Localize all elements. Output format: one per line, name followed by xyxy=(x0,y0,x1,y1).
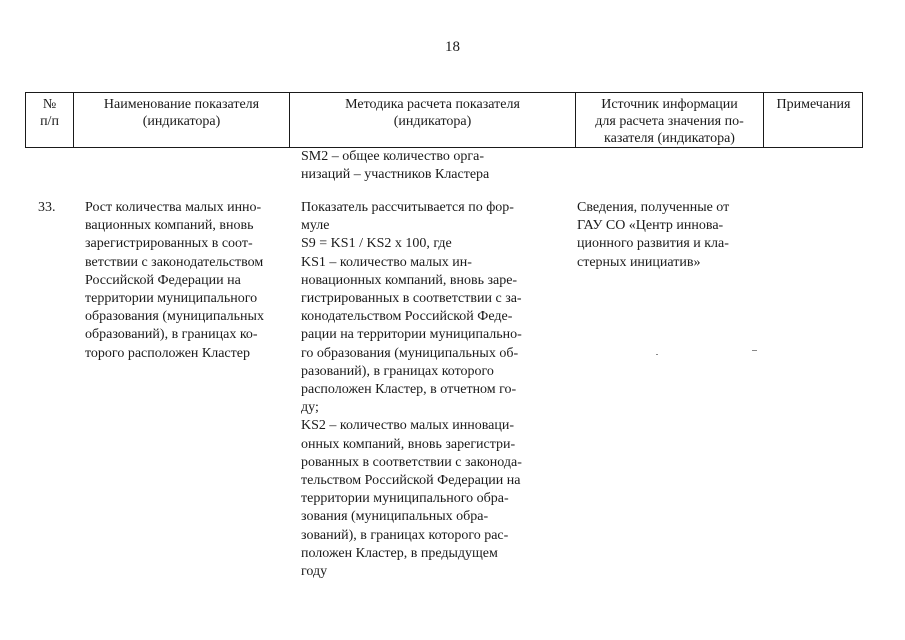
method-line: конодательством Российской Феде- xyxy=(301,309,513,325)
continuation-text xyxy=(301,148,551,184)
header-col-source xyxy=(576,93,764,147)
scan-speck xyxy=(752,350,757,351)
method-line: KS2 – количество малых инноваци- xyxy=(301,418,514,434)
header-col-number-line: п/п xyxy=(40,114,59,129)
header-col-name-line: (индикатора) xyxy=(142,114,221,129)
method-line: го образования (муниципальных об- xyxy=(301,345,519,361)
method-formula: S9 = KS1 / KS2 x 100, где xyxy=(301,236,452,252)
indicator-name-line: ветствии с законодательством xyxy=(85,254,264,270)
information-source xyxy=(577,199,752,272)
method-line: KS1 – количество малых ин- xyxy=(301,254,472,270)
method-line: разований), в границах которого xyxy=(301,363,494,379)
continuation-line: SM2 – общее количество орга- xyxy=(301,149,485,164)
indicator-name-line: образований), в границах ко- xyxy=(85,327,258,343)
header-col-notes-line: Примечания xyxy=(776,97,851,112)
source-line: Сведения, полученные от xyxy=(577,200,730,215)
header-col-name-line: Наименование показателя xyxy=(103,97,260,112)
method-line: территории муниципального обра- xyxy=(301,491,509,507)
header-col-source-line: Источник информации xyxy=(601,97,738,112)
header-col-method-line: (индикатора) xyxy=(393,114,472,129)
method-line: зования (муниципальных обра- xyxy=(301,509,489,525)
table-header xyxy=(25,92,863,148)
method-line: рации на территории муниципально- xyxy=(301,327,522,343)
method-line: положен Кластер, в предыдущем xyxy=(301,545,498,561)
continuation-line: низаций – участников Кластера xyxy=(301,167,490,183)
source-line: ционного развития и кла- xyxy=(577,236,729,252)
indicator-name-line: торого расположен Кластер xyxy=(85,345,250,361)
row-number: 33. xyxy=(38,200,56,215)
header-col-source-line: для расчета значения по- xyxy=(595,114,744,129)
method-line: Показатель рассчитывается по фор- xyxy=(301,200,514,215)
method-line: зований), в границах которого рас- xyxy=(301,527,509,543)
header-col-name xyxy=(74,93,290,147)
scan-speck xyxy=(656,354,658,355)
calculation-method xyxy=(301,199,551,581)
method-line: муле xyxy=(301,218,330,234)
method-line: ду; xyxy=(301,400,319,416)
indicator-name-line: территории муниципального xyxy=(85,291,258,307)
method-line: рованных в соответствии с законода- xyxy=(301,454,522,470)
indicator-name-line: зарегистрированных в соот- xyxy=(85,236,253,252)
header-col-number xyxy=(26,93,74,147)
method-line: гистрированных в соответствии с за- xyxy=(301,291,522,307)
indicator-name-line: Рост количества малых инно- xyxy=(85,200,262,215)
method-line: расположен Кластер, в отчетном го- xyxy=(301,382,517,398)
header-col-source-line: казателя (индикатора) xyxy=(604,131,735,146)
header-col-number-line: № xyxy=(42,97,57,112)
header-col-notes xyxy=(764,93,863,147)
method-line: году xyxy=(301,564,328,580)
source-line: стерных инициатив» xyxy=(577,254,701,270)
method-line: онных компаний, вновь зарегистри- xyxy=(301,436,516,452)
method-line: новационных компаний, вновь заре- xyxy=(301,272,518,288)
indicator-name xyxy=(85,199,285,363)
indicator-name-line: Российской Федерации на xyxy=(85,272,241,288)
source-line: ГАУ СО «Центр иннова- xyxy=(577,218,724,234)
header-col-method xyxy=(290,93,576,147)
page-number: 18 xyxy=(445,39,460,55)
indicator-name-line: вационных компаний, вновь xyxy=(85,218,254,234)
indicator-name-line: образования (муниципальных xyxy=(85,309,264,325)
header-col-method-line: Методика расчета показателя xyxy=(345,97,520,112)
method-line: тельством Российской Федерации на xyxy=(301,473,521,489)
